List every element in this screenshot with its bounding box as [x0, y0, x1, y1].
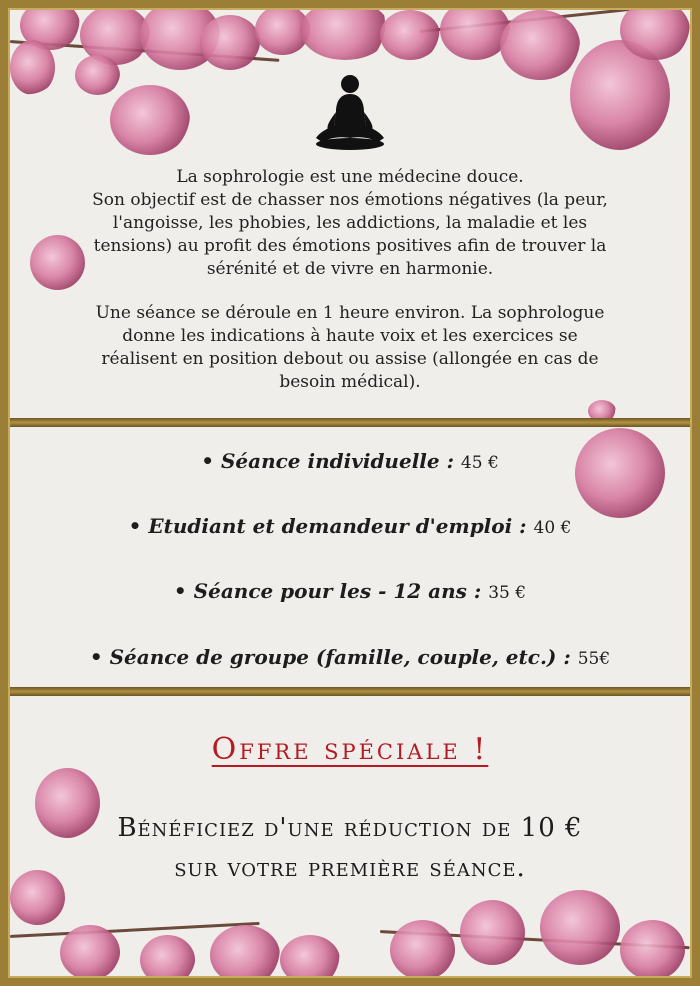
meditation-icon — [312, 72, 388, 152]
price-row — [0, 449, 700, 473]
intro-line: l'angoisse, les phobies, les addictions, la maladie et les — [112, 213, 588, 233]
intro-line: Son objectif est de chasser nos émotions négatives (la peur, — [92, 190, 608, 210]
price-row — [0, 579, 700, 603]
blossom-decoration-middle — [575, 428, 665, 518]
gold-divider — [0, 687, 700, 696]
intro-line: réalisent en position debout ou assise (allongée en cas de — [101, 349, 599, 369]
intro-line: donne les indications à haute voix et les exercices se — [122, 326, 578, 346]
price-amount: 55€ — [577, 649, 611, 669]
price-label: • Etudiant et demandeur d'emploi : — [128, 514, 527, 538]
price-amount: 35 € — [488, 583, 527, 603]
offer-title — [0, 732, 700, 767]
offer-line-2: sur votre première séance. — [174, 853, 526, 883]
intro-paragraph-2 — [80, 302, 620, 394]
price-row — [0, 645, 700, 669]
price-row — [0, 514, 700, 538]
intro-line: tensions) au profit des émotions positives afin de trouver la — [93, 236, 607, 256]
intro-line: besoin médical). — [279, 372, 421, 392]
intro-paragraph-1 — [80, 166, 620, 281]
intro-line: sérénité et de vivre en harmonie. — [206, 259, 494, 279]
intro-line: La sophrologie est une médecine douce. — [176, 167, 524, 187]
price-label: • Séance pour les - 12 ans : — [173, 579, 482, 603]
offer-title-text: Offre spéciale ! — [211, 732, 489, 767]
gold-divider — [0, 418, 700, 427]
price-label: • Séance individuelle : — [201, 449, 454, 473]
price-amount: 45 € — [460, 453, 499, 473]
price-amount: 40 € — [533, 518, 572, 538]
intro-line: Une séance se déroule en 1 heure environ. La sophrologue — [95, 303, 605, 323]
price-label: • Séance de groupe (famille, couple, etc.) : — [89, 645, 571, 669]
offer-line-1: Bénéficiez d'une réduction de 10 € — [117, 813, 583, 843]
